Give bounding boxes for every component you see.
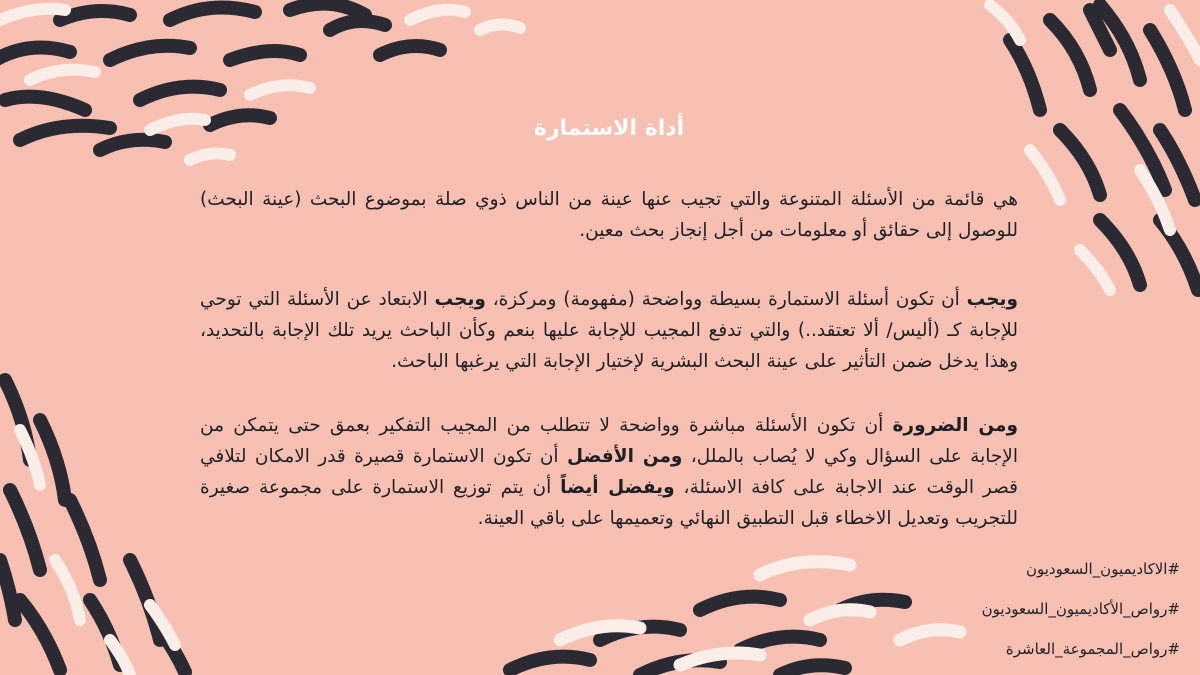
body-text: الابتعاد عن الأسئلة التي توحي للإجابة كـ (أليس/ ألا تعتقد..) والتي تدفع المجيب للإجابة عليها بنعم وكأن الباحث يريد تلك الإجابة بالتحديد، وهذا يدخل ضمن التأثير على عينة البحث البشرية لإختيار الإجابة التي يرغبها الباحث.	[200, 289, 1018, 372]
emphasis-text: ويجب	[966, 289, 1018, 310]
hashtag[interactable]: #الاكاديميون_السعوديون	[1025, 560, 1180, 578]
body-text: أن تكون أسئلة الاستمارة بسيطة وواضحة (مفهومة) ومركزة،	[485, 289, 967, 310]
page-title: أداة الاستمارة	[533, 116, 685, 141]
hashtag[interactable]: #رواص_الأكاديميون_السعوديون	[981, 600, 1180, 618]
emphasis-text: ويجب	[434, 289, 486, 310]
definition-text: هي قائمة من الأسئلة المتنوعة والتي تجيب عنها عينة من الناس ذوي صلة بموضوع البحث (عينة البحث) للوصول إلى حقائق أو معلومات من أجل إنجاز بحث معين.	[200, 189, 1018, 241]
body-text: أن تكون الاستمارة قصيرة قدر الامكان لتلافي قصر الوقت عند الاجابة على كافة الاسئلة،	[200, 446, 1018, 498]
body-text: أن يتم توزيع الاستمارة على مجموعة صغيرة للتجريب وتعديل الاخطاء قبل التطبيق النهائي وتعميمها على باقي العينة.	[200, 477, 1018, 529]
emphasis-text: ويفضل أيضاً	[560, 477, 675, 498]
hashtag-list	[982, 555, 1180, 675]
emphasis-text: ومن الضرورة	[892, 415, 1018, 436]
emphasis-text: ومن الأفضل	[566, 446, 683, 467]
definition-paragraph	[200, 184, 1018, 246]
requirements-paragraph	[200, 284, 1018, 377]
article-card	[200, 0, 1018, 675]
recommendations-paragraph	[200, 410, 1018, 534]
hashtag[interactable]: #رواص_المجموعة_العاشرة	[1005, 640, 1180, 658]
body-text: أن تكون الأسئلة مباشرة وواضحة لا تتطلب من المجيب التفكير بعمق حتى يتمكن من الإجابة على السؤال وكي لا يُصاب بالملل،	[200, 415, 1018, 467]
